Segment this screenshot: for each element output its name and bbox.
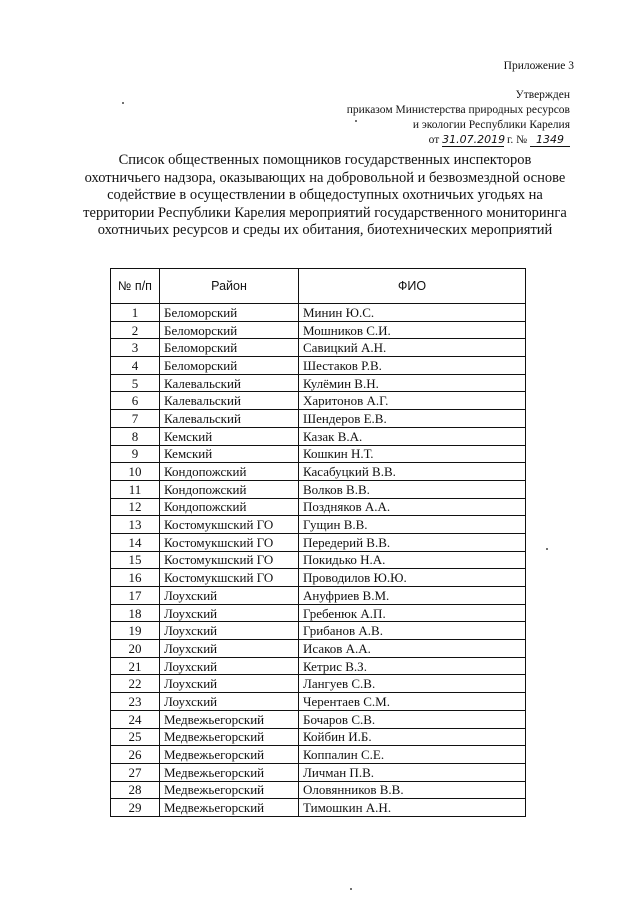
order-date-line — [347, 133, 570, 148]
table-row — [111, 710, 526, 728]
row-district: Кемский — [160, 427, 299, 445]
assistants-table — [110, 268, 526, 817]
row-district: Лоухский — [160, 657, 299, 675]
row-number: 25 — [111, 728, 160, 746]
row-number: 19 — [111, 622, 160, 640]
row-number: 11 — [111, 480, 160, 498]
row-name: Волков В.В. — [299, 480, 526, 498]
row-district: Лоухский — [160, 622, 299, 640]
title-line: территории Республики Карелия мероприятий государственного мониторинга — [83, 204, 567, 221]
table-row — [111, 763, 526, 781]
row-name: Мошников С.И. — [299, 321, 526, 339]
row-district: Беломорский — [160, 304, 299, 322]
row-name: Передерий В.В. — [299, 533, 526, 551]
row-name: Казак В.А. — [299, 427, 526, 445]
row-name: Лангуев С.В. — [299, 675, 526, 693]
document-title — [60, 152, 590, 240]
table-row — [111, 427, 526, 445]
approved-label: Утвержден — [515, 89, 570, 101]
table-row — [111, 480, 526, 498]
date-prefix: от — [428, 134, 440, 146]
table-body — [111, 304, 526, 817]
row-number: 16 — [111, 569, 160, 587]
table-row — [111, 392, 526, 410]
table-row — [111, 746, 526, 764]
row-name: Шестаков Р.В. — [299, 357, 526, 375]
approval-block — [347, 88, 570, 148]
row-number: 13 — [111, 516, 160, 534]
row-number: 27 — [111, 763, 160, 781]
row-district: Медвежьегорский — [160, 763, 299, 781]
row-number: 2 — [111, 321, 160, 339]
row-number: 8 — [111, 427, 160, 445]
row-number: 22 — [111, 675, 160, 693]
row-district: Беломорский — [160, 357, 299, 375]
row-name: Оловянников В.В. — [299, 781, 526, 799]
table-row — [111, 728, 526, 746]
table-row — [111, 622, 526, 640]
row-name: Гущин В.В. — [299, 516, 526, 534]
row-district: Беломорский — [160, 321, 299, 339]
table-row — [111, 781, 526, 799]
row-district: Лоухский — [160, 604, 299, 622]
row-number: 20 — [111, 640, 160, 658]
row-number: 12 — [111, 498, 160, 516]
order-line: приказом Министерства природных ресурсов — [346, 104, 570, 116]
title-line: охотничьего надзора, оказывающих на добровольной и безвозмездной основе — [84, 169, 566, 186]
row-district: Медвежьегорский — [160, 781, 299, 799]
row-name: Проводилов Ю.Ю. — [299, 569, 526, 587]
scan-speck — [350, 888, 352, 890]
order-date: 31.07.2019 — [442, 133, 506, 146]
row-name: Койбин И.Б. — [299, 728, 526, 746]
table-row — [111, 357, 526, 375]
row-name: Савицкий А.Н. — [299, 339, 526, 357]
row-district: Костомукшский ГО — [160, 533, 299, 551]
row-name: Шендеров Е.В. — [299, 410, 526, 428]
row-number: 17 — [111, 587, 160, 605]
row-number: 4 — [111, 357, 160, 375]
row-number: 5 — [111, 374, 160, 392]
header-name: ФИО — [299, 269, 526, 304]
row-district: Костомукшский ГО — [160, 516, 299, 534]
row-number: 28 — [111, 781, 160, 799]
row-name: Кошкин Н.Т. — [299, 445, 526, 463]
header-num: № п/п — [111, 269, 160, 304]
row-name: Бочаров С.В. — [299, 710, 526, 728]
row-district: Костомукшский ГО — [160, 551, 299, 569]
row-district: Лоухский — [160, 640, 299, 658]
row-number: 24 — [111, 710, 160, 728]
scan-speck — [122, 102, 124, 104]
row-name: Гребенюк А.П. — [299, 604, 526, 622]
row-name: Поздняков А.А. — [299, 498, 526, 516]
table-row — [111, 604, 526, 622]
row-name: Кетрис В.З. — [299, 657, 526, 675]
row-number: 3 — [111, 339, 160, 357]
table-row — [111, 675, 526, 693]
row-district: Кондопожский — [160, 498, 299, 516]
row-district: Кондопожский — [160, 480, 299, 498]
scan-speck — [355, 120, 357, 122]
row-name: Ануфриев В.М. — [299, 587, 526, 605]
row-district: Медвежьегорский — [160, 728, 299, 746]
row-number: 21 — [111, 657, 160, 675]
row-number: 14 — [111, 533, 160, 551]
table-row — [111, 657, 526, 675]
row-number: 23 — [111, 693, 160, 711]
row-name: Покидько Н.А. — [299, 551, 526, 569]
row-name: Коппалин С.Е. — [299, 746, 526, 764]
table-row — [111, 533, 526, 551]
table-row — [111, 374, 526, 392]
scan-speck — [546, 548, 548, 550]
row-district: Калевальский — [160, 410, 299, 428]
row-district: Медвежьегорский — [160, 799, 299, 817]
table-row — [111, 516, 526, 534]
row-number: 18 — [111, 604, 160, 622]
row-number: 15 — [111, 551, 160, 569]
header-district: Район — [160, 269, 299, 304]
row-name: Касабуцкий В.В. — [299, 463, 526, 481]
table-row — [111, 569, 526, 587]
row-district: Кемский — [160, 445, 299, 463]
table-row — [111, 463, 526, 481]
title-line: Список общественных помощников государственных инспекторов — [118, 152, 532, 168]
row-district: Лоухский — [160, 693, 299, 711]
appendix-label: Приложение 3 — [503, 60, 574, 72]
table-row — [111, 304, 526, 322]
row-name: Харитонов А.Г. — [299, 392, 526, 410]
row-number: 9 — [111, 445, 160, 463]
row-district: Беломорский — [160, 339, 299, 357]
row-number: 1 — [111, 304, 160, 322]
row-name: Тимошкин А.Н. — [299, 799, 526, 817]
row-name: Грибанов А.В. — [299, 622, 526, 640]
row-district: Калевальский — [160, 392, 299, 410]
row-district: Калевальский — [160, 374, 299, 392]
row-name: Личман П.В. — [299, 763, 526, 781]
row-name: Минин Ю.С. — [299, 304, 526, 322]
row-district: Медвежьегорский — [160, 710, 299, 728]
title-line: содействие в осуществлении в общедоступных охотничьих угодьях на — [107, 187, 543, 203]
row-district: Костомукшский ГО — [160, 569, 299, 587]
ecology-line: и экологии Республики Карелия — [412, 119, 570, 131]
title-line: охотничьих ресурсов и среды их обитания, биотехнических мероприятий — [97, 222, 553, 238]
row-number: 6 — [111, 392, 160, 410]
row-number: 29 — [111, 799, 160, 817]
table-row — [111, 321, 526, 339]
row-district: Лоухский — [160, 675, 299, 693]
table-row — [111, 693, 526, 711]
row-name: Исаков А.А. — [299, 640, 526, 658]
number-prefix: г. № — [506, 134, 528, 146]
row-name: Кулёмин В.Н. — [299, 374, 526, 392]
table-row — [111, 339, 526, 357]
row-district: Кондопожский — [160, 463, 299, 481]
row-name: Черентаев С.М. — [299, 693, 526, 711]
row-number: 10 — [111, 463, 160, 481]
table-row — [111, 498, 526, 516]
table-row — [111, 445, 526, 463]
row-number: 7 — [111, 410, 160, 428]
table-row — [111, 551, 526, 569]
order-number: 1349 — [530, 134, 570, 147]
table-row — [111, 799, 526, 817]
table-row — [111, 587, 526, 605]
row-district: Медвежьегорский — [160, 746, 299, 764]
table-header-row — [111, 269, 526, 304]
row-number: 26 — [111, 746, 160, 764]
table-row — [111, 410, 526, 428]
table-row — [111, 640, 526, 658]
row-district: Лоухский — [160, 587, 299, 605]
